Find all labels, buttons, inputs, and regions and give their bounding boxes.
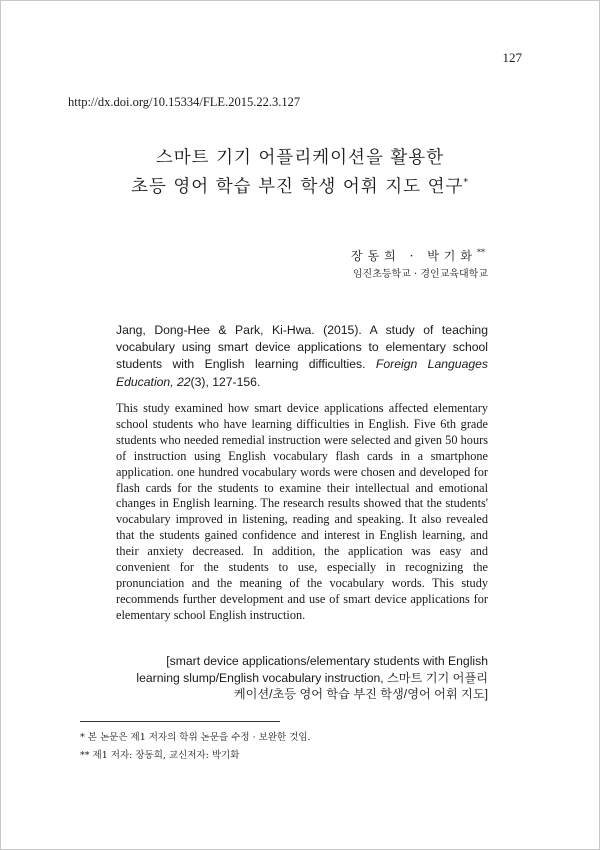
page-number: 127 [502, 50, 522, 65]
footnote-divider [80, 721, 280, 722]
title-line-2-text: 초등 영어 학습 부진 학생 어휘 지도 연구 [131, 176, 464, 197]
footnote-2: ** 제1 저자: 장동희, 교신저자: 박기화 [80, 750, 240, 761]
title-footnote-mark: * [463, 178, 469, 188]
footnotes [80, 729, 500, 765]
abstract: This study examined how smart device applications affected elementary school students who have learning difficulties in English. Five 6th grade students who needed remedial instruction were selected and given 50 hours of instruction using English vocabulary flash cards in a smartphone application. one hundred vocabulary words were chosen and developed for flash cards for the students to examine their intellectual and emotional changes in English learning. The research results showed that the students' vocabulary improved in listening, reading and speaking. It also revealed that the students gained confidence and interest in English learning, and their anxiety decreased. In addition, the application was easy and convenient for the students to use, especially in recognizing the pronunciation and the meaning of the vocabulary words. This study recommends further development and use of smart device applications for elementary school English instruction. [116, 401, 488, 622]
paper-title [0, 146, 600, 200]
citation-authors-title: Jang, Dong-Hee & Park, Ki-Hwa. (2015). A study of teaching vocabulary using smart device applications to elementary school students with English learning difficulties. [116, 323, 488, 372]
citation [116, 322, 488, 391]
author-footnote-mark: ** [477, 248, 485, 257]
affiliation: 임진초등학교 · 경인교육대학교 [352, 269, 488, 280]
title-line-1: 스마트 기기 어플리케이션을 활용한 [155, 148, 445, 168]
footnote-1: * 본 논문은 제1 저자의 학위 논문을 수정 · 보완한 것임. [80, 732, 311, 743]
title-line-2 [0, 171, 600, 200]
keywords: [smart device applications/elementary students with English learning slump/English vocabulary instruction, 스마트 기기 어플리케이션/초등 영어 학습 부진 학생/영어 어휘 지도] [136, 654, 488, 701]
citation-issue-pages: (3), 127-156. [190, 374, 261, 389]
authors [351, 247, 485, 264]
author-names: 장동희 · 박기화 [351, 249, 477, 263]
doi-link[interactable]: http://dx.doi.org/10.15334/FLE.2015.22.3.127 [68, 95, 301, 109]
citation-journal: Foreign Languages Education, 22 [116, 357, 488, 389]
